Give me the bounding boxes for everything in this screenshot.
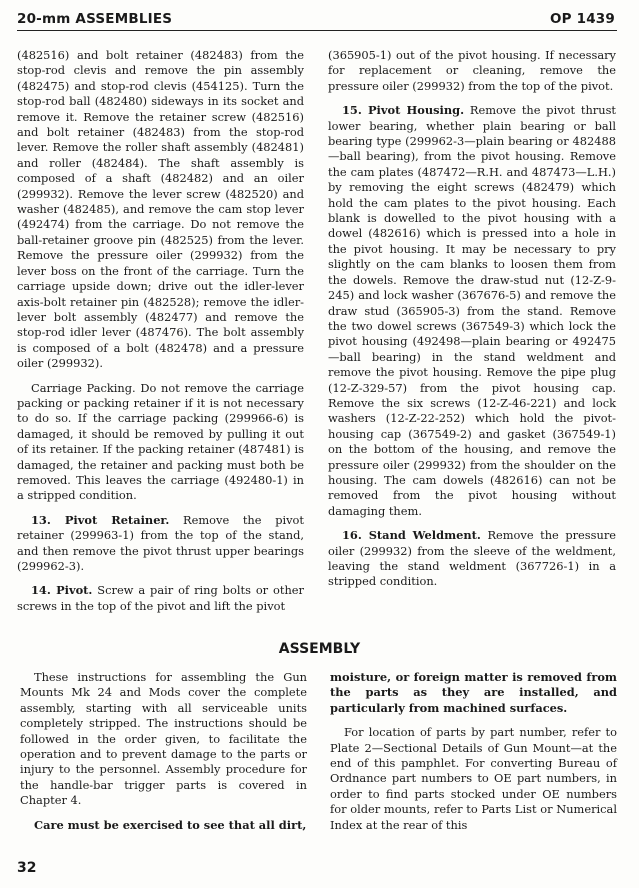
paragraph-stop-rod: (482516) and bolt retainer (482483) from the stop-rod clevis and remove the pin assembly (482475) and stop-rod clevis (454125). Turn the stop-rod ball (482480) sideways in its socket and remove it. Remove the retainer screw (482516) and bolt retainer (482483) from the stop-rod lever. Remove the roller shaft assembly (482481) and roller (482484). The shaft assembly is composed of a shaft (482482) and an oiler (299932). Remove the lever screw (482520) and washer (482485), and remove the cam stop lever (492474) from the carriage. Do not remove the ball-retainer groove pin (482525) from the lever. Remove the pressure oiler (299932) from the lever boss on the front of the carriage. Turn the carriage upside down; drive out the idler-lever axis-bolt retainer pin (482528); remove the idler-lever bolt assembly (482477) and remove the stop-rod idler lever (487476). The bolt assembly is composed of a bolt (482478) and a pressure oiler (299932). — [17, 48, 304, 371]
section-body: Remove the pressure oiler (299932) from the sleeve of the weldment, leaving the stand weldment (367726-1) in a stripped condition. — [328, 528, 617, 589]
section-13-pivot-retainer — [17, 513, 304, 575]
section-heading: 14. Pivot. — [31, 583, 93, 598]
section-heading: 16. Stand Weldment. — [342, 528, 481, 543]
assembly-column-right — [330, 670, 617, 833]
page-header — [17, 8, 617, 31]
section-body: Remove the pivot retainer (299963-1) from the top of the stand, and then remove the pivot thrust upper bearings (299962-3). — [17, 512, 304, 573]
page-number: 32 — [17, 860, 37, 876]
section-body: Remove the pivot thrust lower bearing, whether plain bearing or ball bearing type (299962-3—plain bearing or 482488—ball bearing), from the pivot housing. Remove the cam plates (487472—R.H. and 487473—L.H.) by removing the eight screws (482479) which hold the cam plates to the pivot housing. Each blank is dowelled to the pivot housing with a dowel (482616) which is pressed into a hole in the pivot housing. It may be necessary to pry slightly on the cam blanks to loosen them from the dowels. Remove the draw-stud nut (12-Z-9-245) and lock washer (367676-5) and remove the draw stud (365905-3) from the stand. Remove the two dowel screws (367549-3) which lock the pivot housing (492498—plain bearing or 492475—ball bearing) in the stand weldment and remove the pivot housing. Remove the pipe plug (12-Z-329-57) from the pivot housing cap. Remove the six screws (12-Z-46-221) and lock washers (12-Z-22-252) which hold the pivot-housing cap (367549-2) and gasket (367549-1) on the bottom of the housing, and remove the pressure oiler (299932) from the shoulder on the housing. The cam dowels (482616) can not be removed from the pivot housing without damaging them. — [328, 103, 616, 518]
paragraph-care-warning-continued: moisture, or foreign matter is removed from the parts as they are installed, and particularly from machined surfaces. — [330, 670, 617, 715]
paragraph-assembly-intro: These instructions for assembling the Gun Mounts Mk 24 and Mods cover the complete assembly, starting with all serviceable units completely stripped. The instructions should be followed in the order given, to facilitate the operation and to prevent damage to the parts or injury to the personnel. Assembly procedure for the handle-bar trigger parts is covered in Chapter 4. — [20, 670, 307, 808]
assembly-section-title: ASSEMBLY — [278, 641, 361, 657]
paragraph-pivot-continued: (365905-1) out of the pivot housing. If necessary for replacement or cleaning, remove the pressure oiler (299932) from the top of the pivot. — [328, 48, 616, 93]
section-body: Screw a pair of ring bolts or other screws in the top of the pivot and lift the pivot — [17, 583, 304, 613]
paragraph-care-warning: Care must be exercised to see that all dirt, — [34, 817, 307, 832]
disassembly-column-right — [328, 48, 616, 590]
section-heading: 13. Pivot Retainer. — [31, 512, 170, 527]
section-14-pivot — [17, 583, 304, 614]
document-id: OP 1439 — [549, 11, 615, 27]
section-16-stand-weldment — [328, 528, 616, 590]
assembly-column-left — [20, 670, 307, 833]
section-15-pivot-housing — [328, 103, 616, 519]
section-heading: 15. Pivot Housing. — [342, 103, 465, 118]
running-title: 20-mm ASSEMBLIES — [17, 11, 173, 27]
disassembly-column-left — [17, 48, 304, 614]
paragraph-parts-location: For location of parts by part number, refer to Plate 2—Sectional Details of Gun Mount—at the end of this pamphlet. For converting Bureau of Ordnance part numbers to OE part numbers, in order to find parts stocked under OE numbers for older mounts, refer to Parts List or Numerical Index at the rear of this — [330, 725, 617, 832]
paragraph-carriage-packing: Carriage Packing. Do not remove the carriage packing or packing retainer if it is not necessary to do so. If the carriage packing (299966-6) is damaged, it should be removed by pulling it out of its retainer. If the packing retainer (487481) is damaged, the retainer and packing must both be removed. This leaves the carriage (492480-1) in a stripped condition. — [17, 380, 304, 503]
